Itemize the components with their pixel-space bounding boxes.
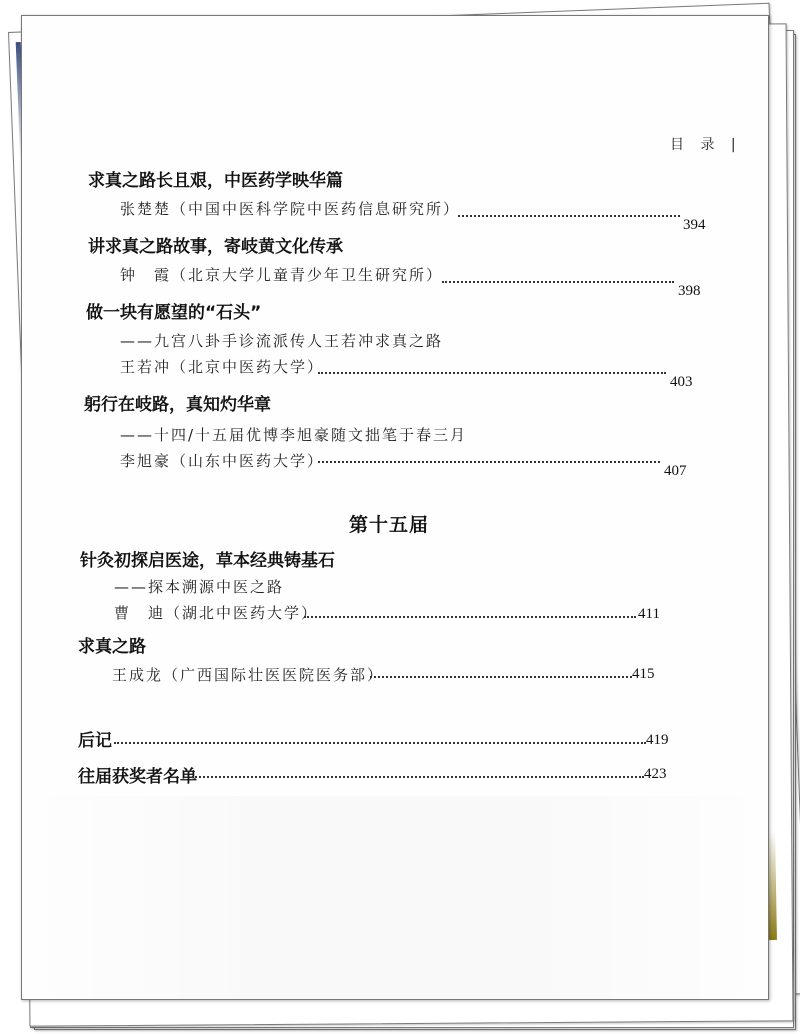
toc-entry-subtitle: ——九宫八卦手诊流派传人王若冲求真之路 bbox=[120, 332, 444, 350]
toc-page-number: 411 bbox=[638, 606, 660, 622]
running-head: 目 录 | bbox=[670, 137, 742, 153]
dot-leader bbox=[192, 776, 644, 778]
toc-entry-author: 张楚楚（中国中医科学院中医药信息研究所） bbox=[120, 200, 461, 218]
toc-page-number: 403 bbox=[670, 374, 693, 390]
toc-entry-title: 针灸初探启医途，草本经典铸基石 bbox=[80, 551, 335, 571]
bleed-through-area bbox=[22, 796, 768, 999]
section-heading: 第十五届 bbox=[349, 514, 430, 536]
dot-leader bbox=[370, 676, 632, 678]
toc-page-number: 423 bbox=[644, 766, 667, 782]
dot-leader bbox=[318, 372, 666, 374]
dot-leader bbox=[304, 616, 636, 618]
dot-leader bbox=[114, 742, 646, 744]
toc-page-number: 407 bbox=[664, 463, 687, 479]
dot-leader bbox=[458, 215, 680, 217]
toc-page-number: 394 bbox=[683, 217, 706, 233]
toc-entry-subtitle: ——探本溯源中医之路 bbox=[114, 578, 285, 596]
toc-entry-title: 讲求真之路故事，寄岐黄文化传承 bbox=[88, 237, 343, 257]
toc-entry-title: 躬行在岐路，真知灼华章 bbox=[84, 395, 271, 415]
toc-entry-author: 曹 迪（湖北中医药大学） bbox=[114, 604, 319, 622]
toc-page-number: 419 bbox=[646, 732, 669, 748]
toc-entry-title: 做一块有愿望的“石头” bbox=[86, 303, 262, 323]
toc-entry-title: 求真之路 bbox=[78, 637, 146, 657]
toc-entry-title: 后记 bbox=[78, 731, 112, 751]
dot-leader bbox=[442, 281, 674, 283]
toc-entry-subtitle: ——十四/十五届优博李旭豪随文拙笔于春三月 bbox=[120, 426, 468, 444]
dot-leader bbox=[318, 461, 660, 463]
toc-entry-title: 求真之路长且艰，中医药学映华篇 bbox=[88, 171, 343, 191]
toc-entry-title: 往届获奖者名单 bbox=[78, 767, 197, 787]
toc-entry-author: 李旭豪（山东中医药大学） bbox=[120, 452, 325, 470]
toc-page-number: 415 bbox=[632, 666, 655, 682]
toc-entry-author: 钟 霞（北京大学儿童青少年卫生研究所） bbox=[120, 266, 444, 284]
toc-entry-author: 王成龙（广西国际壮医医院医务部） bbox=[112, 666, 385, 684]
toc-entry-author: 王若冲（北京中医药大学） bbox=[120, 358, 325, 376]
toc-page-number: 398 bbox=[678, 283, 701, 299]
toc-page bbox=[21, 15, 769, 1000]
